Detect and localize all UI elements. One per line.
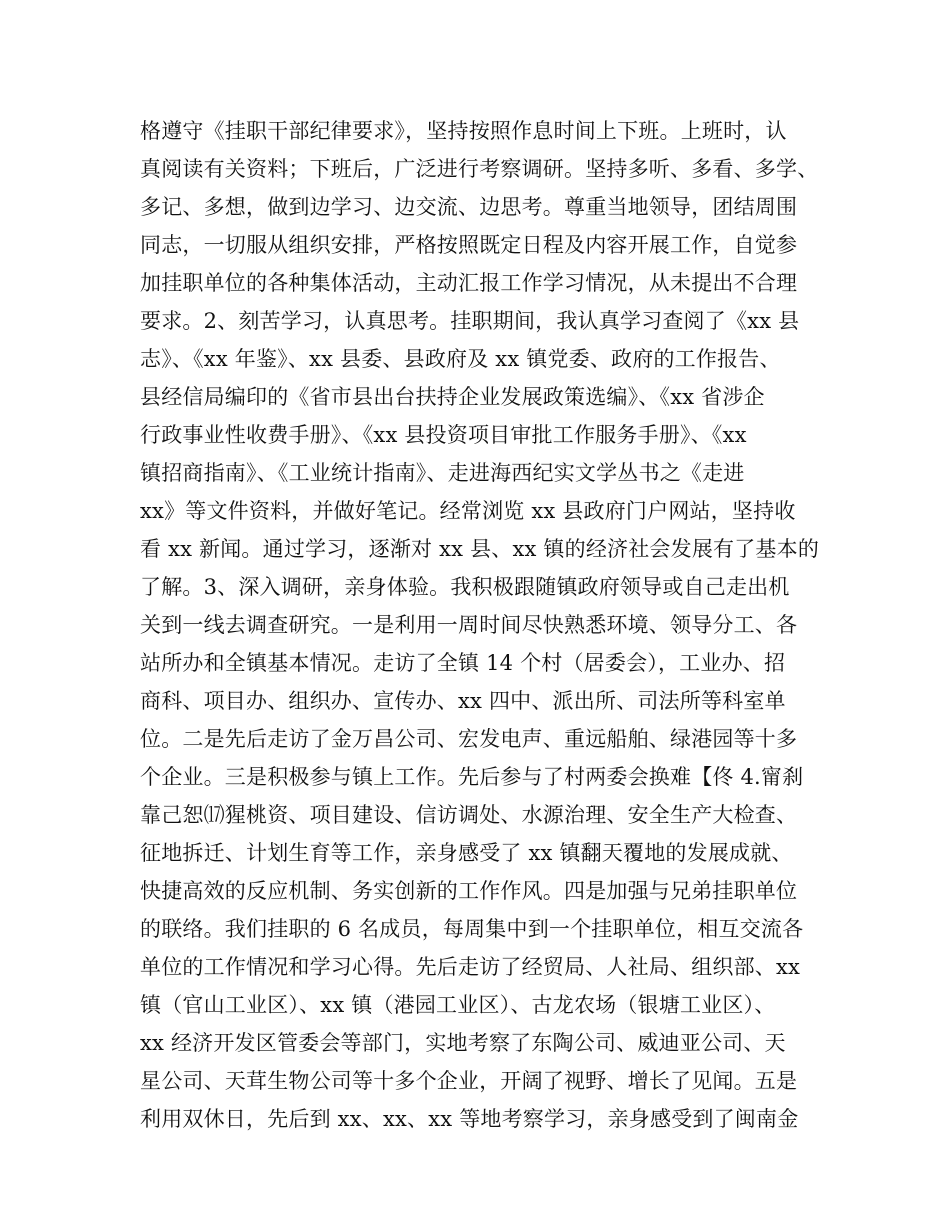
text-line: 真阅读有关资料；下班后，广泛进行考察调研。坚持多听、多看、多学、 — [140, 157, 819, 181]
text-line: xx》等文件资料，并做好笔记。经常浏览 xx 县政府门户网站，坚持收 — [140, 499, 796, 523]
text-line: 看 xx 新闻。通过学习，逐渐对 xx 县、xx 镇的经济社会发展有了基本的 — [140, 537, 820, 561]
text-line: 行政事业性收费手册》、《xx 县投资项目审批工作服务手册》、《xx — [140, 423, 747, 447]
text-line: 利用双休日，先后到 xx、xx、xx 等地考察学习，亲身感受到了闽南金 — [140, 1107, 799, 1131]
text-line: 镇招商指南》、《工业统计指南》、走进海西纪实文学丛书之《走进 — [140, 461, 745, 485]
document-body — [140, 112, 830, 1138]
text-line: 个企业。三是积极参与镇上工作。先后参与了村两委会换难【佟 4.甯刹 — [140, 765, 804, 789]
text-line: 县经信局编印的《省市县出台扶持企业发展政策选编》、《xx 省涉企 — [140, 385, 765, 409]
text-line: 位。二是先后走访了金万昌公司、宏发电声、重远船舶、绿港园等十多 — [140, 727, 798, 751]
text-line: 征地拆迁、计划生育等工作，亲身感受了 xx 镇翻天覆地的发展成就、 — [140, 841, 793, 865]
text-line: 同志，一切服从组织安排，严格按照既定日程及内容开展工作，自觉参 — [140, 233, 798, 257]
text-line: 靠己恕⒄猩桃资、项目建设、信访调处、水源治理、安全生产大检查、 — [140, 803, 798, 827]
text-line: xx 经济开发区管委会等部门，实地考察了东陶公司、威迪亚公司、天 — [140, 1031, 786, 1055]
text-line: 站所办和全镇基本情况。走访了全镇 14 个村（居委会），工业办、招 — [140, 651, 786, 675]
text-line: 加挂职单位的各种集体活动，主动汇报工作学习情况，从未提出不合理 — [140, 271, 798, 295]
text-line: 格遵守《挂职干部纪律要求》，坚持按照作息时间上下班。上班时，认 — [140, 119, 787, 143]
text-line: 要求。2、刻苦学习，认真思考。挂职期间，我认真学习查阅了《xx 县 — [140, 309, 800, 333]
text-line: 多记、多想，做到边学习、边交流、边思考。尊重当地领导，团结周围 — [140, 195, 798, 219]
text-line: 了解。3、深入调研，亲身体验。我积极跟随镇政府领导或自己走出机 — [140, 575, 790, 599]
text-line: 镇（官山工业区）、xx 镇（港园工业区）、古龙农场（银塘工业区）、 — [140, 993, 776, 1017]
text-line: 志》、《xx 年鉴》、xx 县委、县政府及 xx 镇党委、政府的工作报告、 — [140, 347, 781, 371]
text-line: 快捷高效的反应机制、务实创新的工作作风。四是加强与兄弟挂职单位 — [140, 879, 798, 903]
text-line: 商科、项目办、组织办、宣传办、xx 四中、派出所、司法所等科室单 — [140, 689, 786, 713]
text-line: 的联络。我们挂职的 6 名成员，每周集中到一个挂职单位，相互交流各 — [140, 917, 804, 941]
text-line: 星公司、天茸生物公司等十多个企业，开阔了视野、增长了见闻。五是 — [140, 1069, 798, 1093]
text-line: 关到一线去调查研究。一是利用一周时间尽快熟悉环境、领导分工、各 — [140, 613, 798, 637]
text-line: 单位的工作情况和学习心得。先后走访了经贸局、人社局、组织部、xx — [140, 955, 801, 979]
